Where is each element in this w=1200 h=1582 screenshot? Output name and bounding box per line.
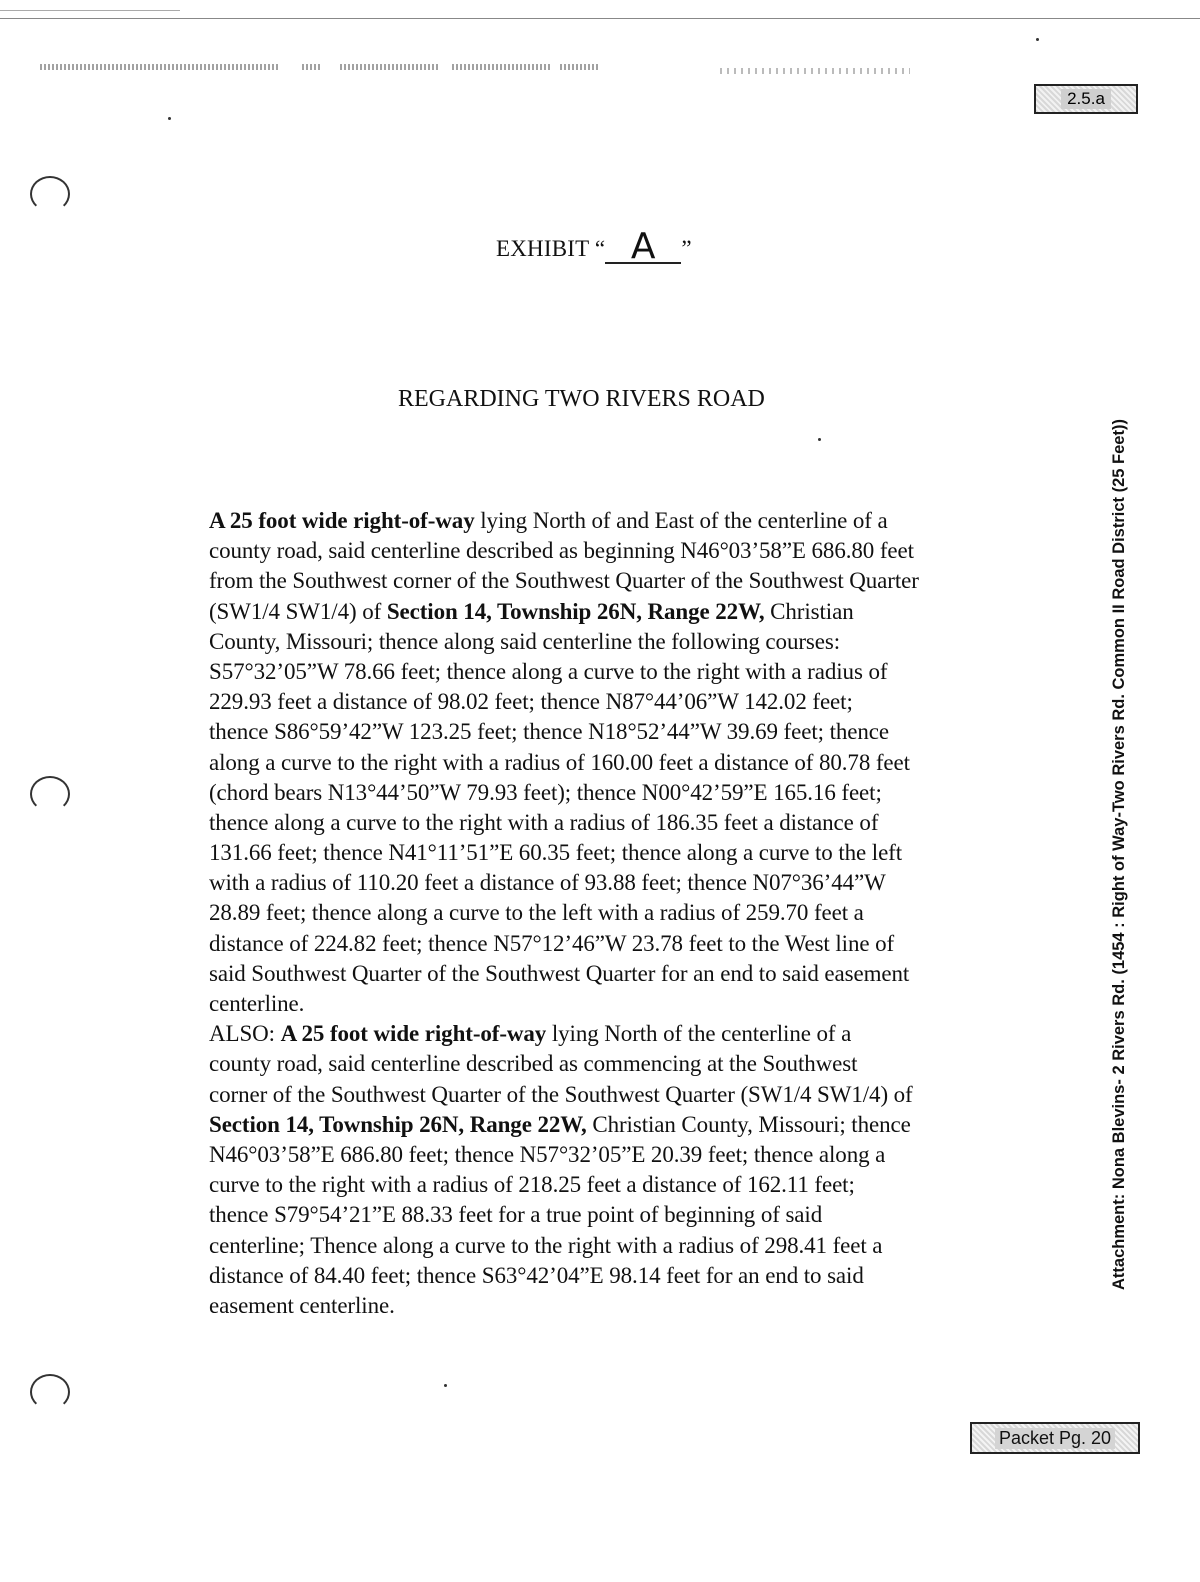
text-line bbox=[209, 1110, 1009, 1140]
text-run: thence S86°59’42”W 123.25 feet; thence N18°52’44”W 39.69 feet; thence bbox=[209, 719, 889, 745]
text-run: N46°03’58”E 686.80 feet; thence N57°32’05”E 20.39 feet; thence along a bbox=[209, 1141, 886, 1167]
text-line bbox=[209, 989, 1009, 1019]
text-line bbox=[209, 1261, 1009, 1291]
text-line bbox=[209, 808, 1009, 838]
text-line bbox=[209, 1200, 1009, 1230]
text-run: 28.89 feet; thence along a curve to the left with a radius of 259.70 feet a bbox=[209, 900, 864, 926]
text-line bbox=[209, 959, 1009, 989]
text-line bbox=[209, 1049, 1009, 1079]
text-line bbox=[209, 778, 1009, 808]
text-line bbox=[209, 898, 1009, 928]
text-run: from the Southwest corner of the Southwest Quarter of the Southwest Quarter bbox=[209, 568, 919, 594]
exhibit-letter-handwritten: A bbox=[605, 232, 681, 264]
text-line bbox=[209, 838, 1009, 868]
punch-hole-top bbox=[30, 176, 70, 212]
text-run: with a radius of 110.20 feet a distance of 93.88 feet; thence N07°36’44”W bbox=[209, 870, 886, 896]
legal-description bbox=[209, 506, 1009, 1321]
text-line bbox=[209, 687, 1009, 717]
text-line bbox=[209, 1019, 1009, 1049]
text-line bbox=[209, 536, 1009, 566]
text-line bbox=[209, 1291, 1009, 1321]
text-line bbox=[209, 868, 1009, 898]
exhibit-suffix: ” bbox=[681, 236, 692, 261]
text-run: corner of the Southwest Quarter of the Southwest Quarter (SW1/4 SW1/4) of bbox=[209, 1081, 913, 1107]
text-run: county road, said centerline described as commencing at the Southwest bbox=[209, 1051, 858, 1077]
text-line bbox=[209, 1170, 1009, 1200]
text-run: easement centerline. bbox=[209, 1292, 395, 1318]
bold-text-run: A 25 foot wide right-of-way bbox=[280, 1021, 547, 1047]
top-rule-short bbox=[0, 10, 180, 11]
text-line bbox=[209, 717, 1009, 747]
exhibit-title bbox=[496, 226, 692, 267]
text-run: (SW1/4 SW1/4) of bbox=[209, 598, 387, 624]
text-line bbox=[209, 1080, 1009, 1110]
text-run: thence along a curve to the right with a radius of 186.35 feet a distance of bbox=[209, 809, 879, 835]
text-run: 131.66 feet; thence N41°11’51”E 60.35 feet; thence along a curve to the left bbox=[209, 840, 903, 866]
bold-text-run: Section 14, Township 26N, Range 22W, bbox=[386, 598, 765, 624]
paragraph-right-of-way-1 bbox=[209, 506, 1009, 1019]
scan-speck bbox=[168, 117, 171, 120]
scan-speck bbox=[818, 438, 821, 441]
text-line bbox=[209, 597, 1009, 627]
text-line bbox=[209, 748, 1009, 778]
text-run: Christian County, Missouri; thence bbox=[586, 1111, 911, 1137]
text-run: S57°32’05”W 78.66 feet; thence along a curve to the right with a radius of bbox=[209, 658, 888, 684]
text-run: (chord bears N13°44’50”W 79.93 feet); thence N00°42’59”E 165.16 feet; bbox=[209, 779, 882, 805]
text-run: ALSO: bbox=[209, 1021, 281, 1047]
text-line bbox=[209, 929, 1009, 959]
scan-artifact-header bbox=[40, 60, 600, 76]
text-run: County, Missouri; thence along said centerline the following courses: bbox=[209, 628, 841, 654]
exhibit-prefix: EXHIBIT “ bbox=[496, 236, 606, 261]
punch-hole-bottom bbox=[30, 1374, 70, 1410]
text-line bbox=[209, 566, 1009, 596]
text-run: thence S79°54’21”E 88.33 feet for a true point of beginning of said bbox=[209, 1202, 823, 1228]
bold-text-run: A 25 foot wide right-of-way bbox=[209, 508, 475, 533]
scan-artifact-header-right bbox=[720, 68, 910, 74]
packet-page-label: Packet Pg. 20 bbox=[995, 1428, 1115, 1449]
text-run: distance of 224.82 feet; thence N57°12’46”W 23.78 feet to the West line of bbox=[209, 930, 895, 956]
top-rule bbox=[0, 18, 1200, 19]
punch-hole-middle bbox=[30, 776, 70, 812]
attachment-side-label: Attachment: Nona Blevins- 2 Rivers Rd. (1454 : Right of Way-Two Rivers Rd. Common II Road District (25 Feet)) bbox=[1110, 419, 1128, 1290]
text-run: lying North of the centerline of a bbox=[546, 1021, 852, 1047]
text-run: distance of 84.40 feet; thence S63°42’04”E 98.14 feet for an end to said bbox=[209, 1262, 864, 1288]
text-run: Christian bbox=[764, 598, 854, 624]
text-run: said Southwest Quarter of the Southwest Quarter for an end to said easement bbox=[209, 960, 910, 986]
text-line bbox=[209, 627, 1009, 657]
text-run: centerline; Thence along a curve to the right with a radius of 298.41 feet a bbox=[209, 1232, 883, 1258]
section-badge bbox=[1034, 84, 1138, 114]
text-line bbox=[209, 506, 1009, 536]
bold-text-run: Section 14, Township 26N, Range 22W, bbox=[209, 1111, 587, 1137]
section-badge-label: 2.5.a bbox=[1061, 89, 1111, 109]
text-run: along a curve to the right with a radius of 160.00 feet a distance of 80.78 feet bbox=[209, 749, 910, 775]
packet-page-badge bbox=[970, 1422, 1140, 1454]
text-run: centerline. bbox=[209, 991, 305, 1016]
scan-speck bbox=[444, 1384, 447, 1387]
text-line bbox=[209, 1231, 1009, 1261]
scan-speck bbox=[1036, 38, 1039, 41]
text-run: curve to the right with a radius of 218.25 feet a distance of 162.11 feet; bbox=[209, 1172, 855, 1198]
paragraph-right-of-way-2 bbox=[209, 1019, 1009, 1321]
text-run: county road, said centerline described as beginning N46°03’58”E 686.80 feet bbox=[209, 538, 914, 564]
document-heading: REGARDING TWO RIVERS ROAD bbox=[398, 386, 765, 412]
text-line bbox=[209, 1140, 1009, 1170]
text-run: lying North of and East of the centerline of a bbox=[474, 508, 888, 533]
text-line bbox=[209, 657, 1009, 687]
text-run: 229.93 feet a distance of 98.02 feet; thence N87°44’06”W 142.02 feet; bbox=[209, 689, 853, 715]
